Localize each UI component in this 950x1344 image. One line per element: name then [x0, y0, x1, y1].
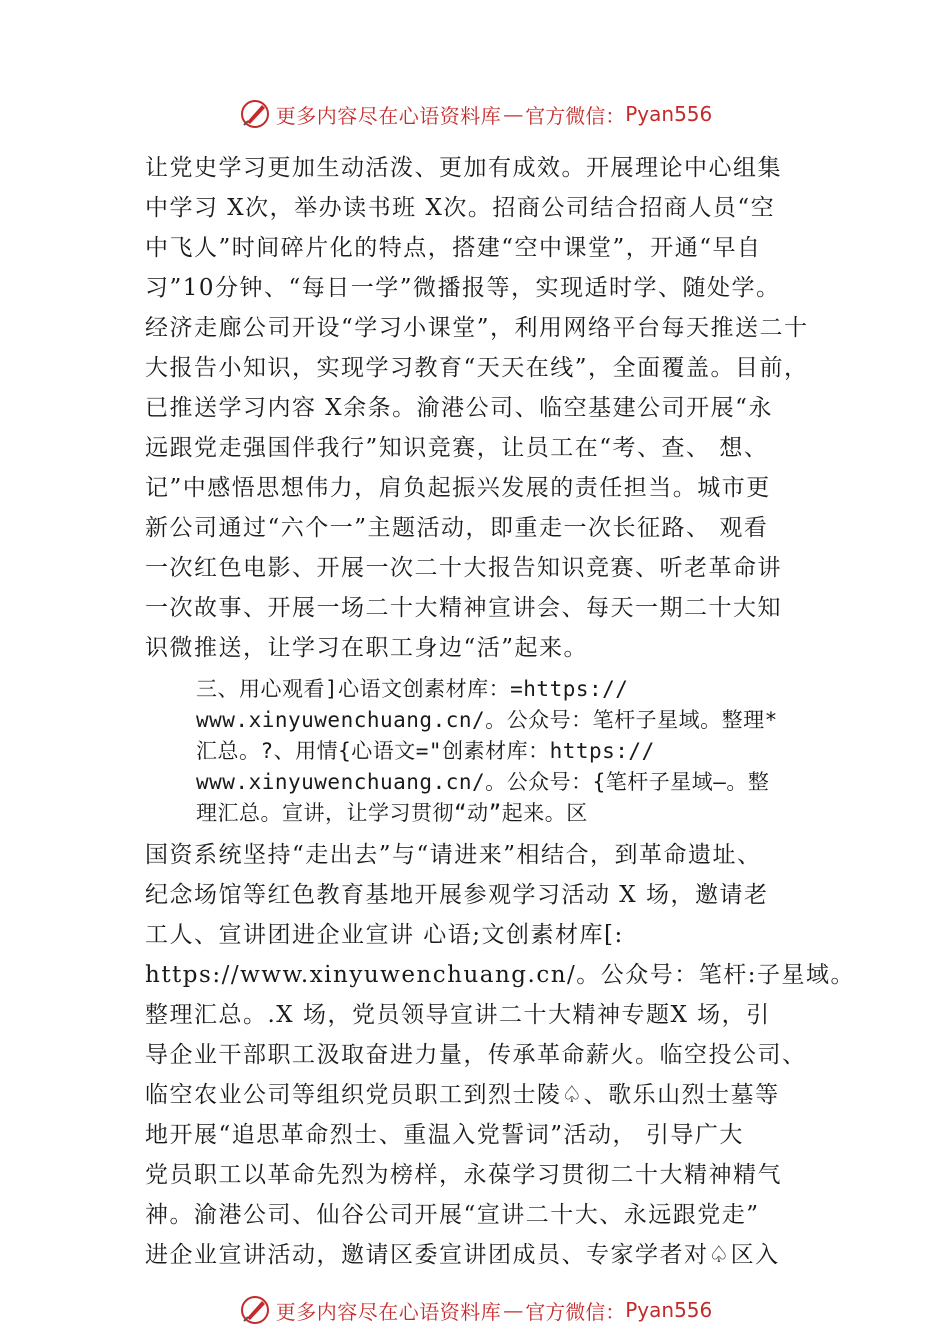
text-line: 记”中感悟思想伟力，肩负起振兴发展的责任担当。城市更 [145, 475, 771, 501]
text-line: 中飞人”时间碎片化的特点，搭建“空中课堂”，开通“早自 [145, 235, 762, 261]
text-line: 地开展“追思革命烈士、重温入党誓词”活动， 引导广大 [145, 1122, 744, 1148]
quill-logo-icon [238, 1293, 272, 1327]
text-line: 纪念场馆等红色教育基地开展参观学习活动 X 场，邀请老 [145, 882, 769, 908]
text-line: 一次故事、开展一场二十大精神宣讲会、每天一期二十大知 [145, 595, 782, 621]
footer-slogan: 更多内容尽在心语资料库 [275, 1299, 502, 1324]
text-line: 已推送学习内容 X余条。渝港公司、临空基建公司开展“永 [145, 395, 773, 421]
footer-banner [0, 1290, 950, 1330]
text-line: 远跟党走强国伴我行”知识竞赛，让员工在“考、查、 想、 [145, 435, 769, 461]
text-line: 国资系统坚持“走出去”与“请进来”相结合，到革命遗址、 [145, 842, 762, 868]
text-line: 导企业干部职工汲取奋进力量，传承革命薪火。临空投公司、 [145, 1042, 807, 1068]
text-line: 工人、宣讲团进企业宣讲 心语;文创素材库[: [145, 922, 624, 948]
quill-logo-icon [238, 97, 272, 131]
text-line: www.xinyuwenchuang.cn/。公众号：笔杆子星域。整理* [196, 708, 778, 732]
footer-separator: — [503, 1298, 524, 1322]
text-line: 习”10分钟、“每日一学”微播报等，实现适时学、随处学。 [145, 275, 781, 301]
paragraph-2 [145, 835, 856, 1275]
text-line: 新公司通过“六个一”主题活动，即重走一次长征路、 观看 [145, 515, 769, 541]
header-wechat-id: Pyan556 [625, 102, 713, 126]
header-wechat-label: 官方微信： [525, 103, 626, 128]
text-line: 整理汇总。.X 场，党员领导宣讲二十大精神专题X 场，引 [145, 1002, 771, 1028]
section-heading-block [196, 674, 826, 829]
paragraph-1 [145, 148, 825, 668]
text-line: 神。渝港公司、仙谷公司开展“宣讲二十大、永远跟党走” [145, 1202, 760, 1228]
text-line: https://www.xinyuwenchuang.cn/。公众号：笔杆:子星域。 [145, 962, 856, 988]
header-separator: — [503, 102, 524, 126]
text-line: 中学习 X次，举办读书班 X次。招商公司结合招商人员“空 [145, 195, 776, 221]
footer-wechat-label: 官方微信： [525, 1299, 626, 1324]
text-line: 临空农业公司等组织党员职工到烈士陵♤、歌乐山烈士墓等 [145, 1082, 780, 1108]
header-banner [0, 94, 950, 134]
text-line: 党员职工以革命先烈为榜样，永葆学习贯彻二十大精神精气 [145, 1162, 782, 1188]
text-line: 让党史学习更加生动活泼、更加有成效。开展理论中心组集 [145, 155, 782, 181]
text-line: 识微推送，让学习在职工身边“活”起来。 [145, 635, 589, 661]
text-line: 进企业宣讲活动，邀请区委宣讲团成员、专家学者对♤区入 [145, 1242, 780, 1268]
text-line: 经济走廊公司开设“学习小课堂”，利用网络平台每天推送二十 [145, 315, 809, 341]
footer-wechat-id: Pyan556 [625, 1298, 713, 1322]
header-slogan: 更多内容尽在心语资料库 [275, 103, 502, 128]
text-line: 一次红色电影、开展一次二十大报告知识竞赛、听老革命讲 [145, 555, 782, 581]
text-line: www.xinyuwenchuang.cn/。公众号：{笔杆子星域—。整 [196, 770, 770, 794]
text-line: 三、用心观看]心语文创素材库：=https:// [196, 677, 629, 701]
text-line: 大报告小知识，实现学习教育“天天在线”，全面覆盖。目前， [145, 355, 809, 381]
text-line: 理汇总。宣讲，让学习贯彻“动”起来。区 [196, 801, 588, 825]
text-line: 汇总。?、用情{心语文="创素材库：https:// [196, 739, 655, 763]
